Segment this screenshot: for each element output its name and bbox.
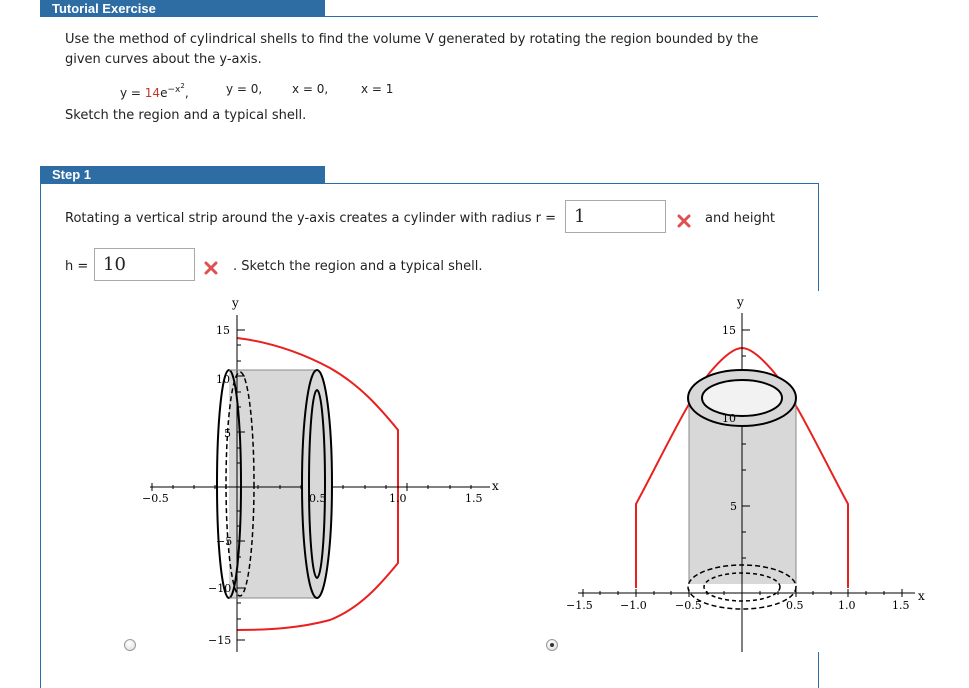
right-xtick-1.0: 1.0 — [838, 599, 856, 612]
curve-equation-2: y = 0, — [226, 82, 263, 96]
radius-answer-input[interactable]: 1 — [565, 200, 666, 233]
right-xtick-neg0.5: −0.5 — [675, 599, 702, 612]
right-y-axis-label: y — [737, 295, 744, 309]
curve-equation-3: x = 0, — [292, 82, 329, 96]
height-label: h = — [65, 259, 89, 274]
left-ytick-10: 10 — [216, 373, 230, 386]
step-1-header: Step 1 — [40, 166, 325, 184]
left-xtick-0.5: 0.5 — [309, 492, 327, 505]
tutorial-exercise-header: Tutorial Exercise — [40, 0, 325, 17]
right-xtick-1.5: 1.5 — [892, 599, 910, 612]
radius-sentence: Rotating a vertical strip around the y-axis creates a cylinder with radius r = — [65, 211, 557, 226]
left-ytick-5: 5 — [224, 427, 231, 440]
right-ytick-5: 5 — [730, 500, 737, 513]
height-sentence: and height — [705, 211, 776, 226]
left-xtick-neg0.5: −0.5 — [142, 492, 169, 505]
height-answer-input[interactable]: 10 — [94, 248, 195, 281]
left-ytick-15: 15 — [216, 324, 230, 337]
left-ytick-neg10: −10 — [208, 582, 232, 595]
right-xtick-0.5: 0.5 — [786, 599, 804, 612]
graph-right-radio[interactable] — [546, 639, 558, 651]
right-xtick-neg1.0: −1.0 — [620, 599, 647, 612]
sketch-prompt: Sketch the region and a typical shell. — [65, 108, 307, 123]
right-ytick-15: 15 — [722, 324, 736, 337]
instruction-line-2: given curves about the y-axis. — [65, 52, 262, 67]
instruction-line-1: Use the method of cylindrical shells to find the volume V generated by rotating the region bounded by the — [65, 32, 759, 47]
radio-selected-dot — [550, 643, 554, 647]
curve-equation-4: x = 1 — [361, 82, 394, 96]
left-x-axis-label: x — [492, 479, 499, 493]
left-ytick-neg15: −15 — [208, 634, 232, 647]
left-xtick-1.5: 1.5 — [465, 492, 483, 505]
curve-equation-1: $y = 14e^{-x^2}$, — [120, 82, 189, 100]
right-x-axis-label: x — [918, 589, 925, 603]
left-xtick-1.0: 1.0 — [389, 492, 407, 505]
step-sketch-prompt: . Sketch the region and a typical shell. — [233, 259, 483, 274]
left-ytick-neg5: −5 — [216, 535, 233, 548]
right-xtick-neg1.5: −1.5 — [566, 599, 593, 612]
right-ytick-10: 10 — [722, 412, 736, 425]
left-y-axis-label: y — [232, 296, 239, 310]
right-shell-top-inner — [702, 380, 782, 416]
